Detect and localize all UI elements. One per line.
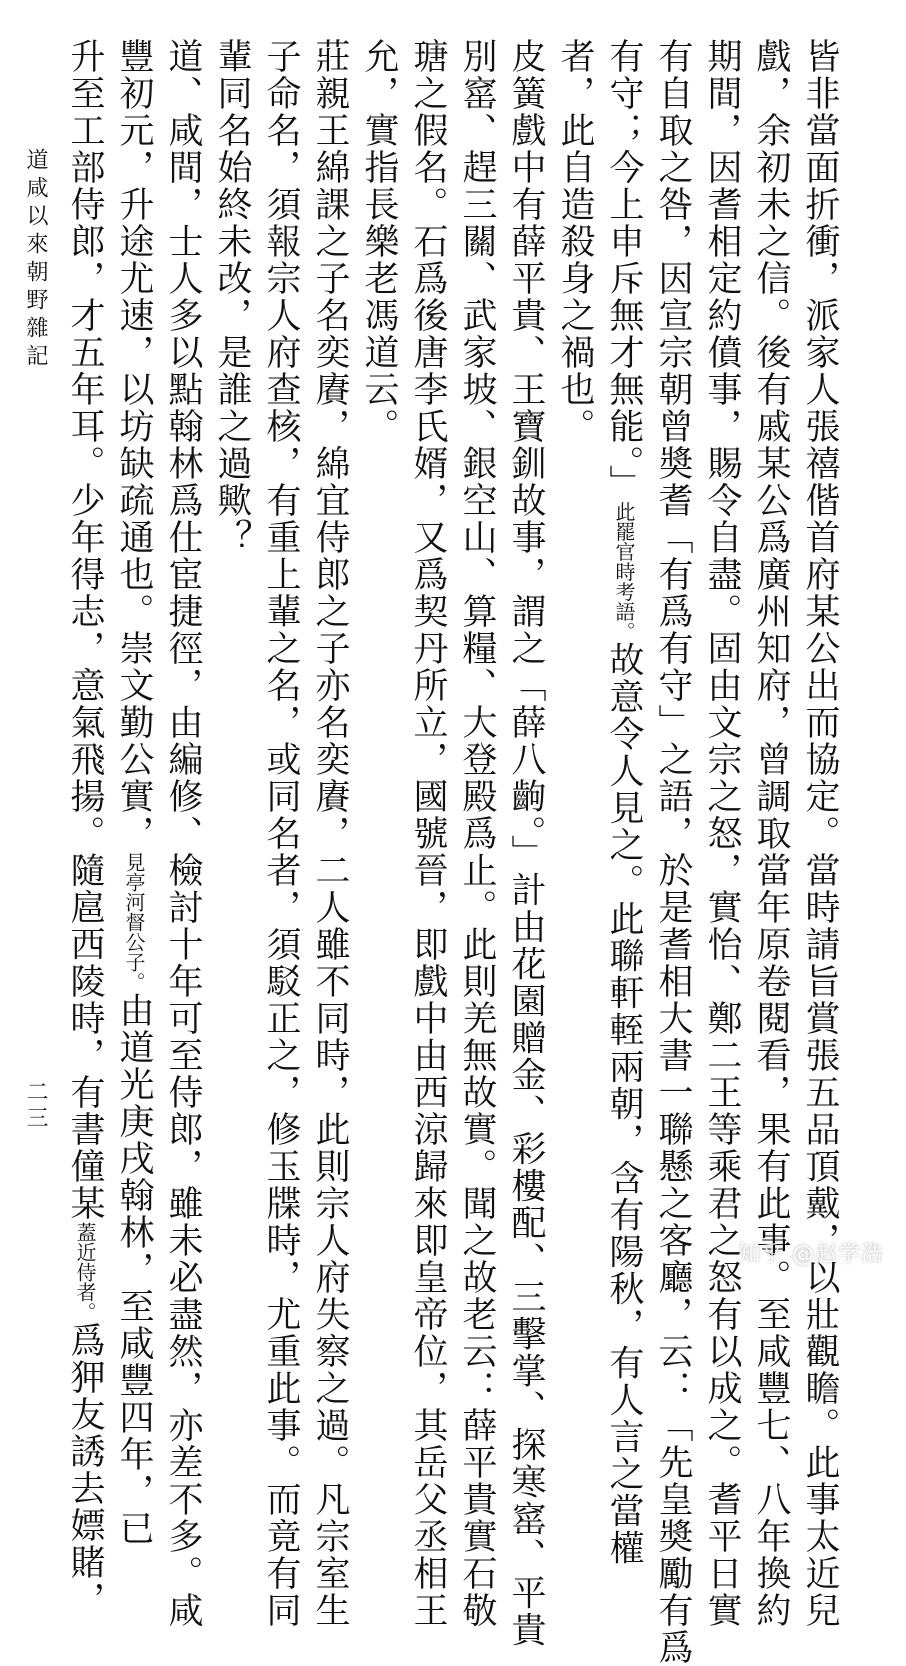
text-segment: 皆非當面折衝，派家人張禧偕首府某公出而協定。當時請旨賞張五品頂戴，以壯觀瞻。此事太近兒	[800, 38, 840, 1629]
running-title: 道咸以來朝野雜記	[23, 148, 48, 372]
text-column	[355, 38, 403, 1254]
text-column	[159, 38, 207, 1629]
text-segment: 故意令人見之。此聯軒輊兩朝，含有陽秋，有人言之當權	[604, 641, 644, 1567]
text-segment: 有自取之咎，因宣宗朝曾奬耆「有爲有守」之語，於是耆相大書一聯懸之客廳，云：「先皇奬勵有爲	[653, 38, 693, 1666]
text-column	[306, 38, 354, 1629]
text-column	[649, 38, 697, 1666]
text-column	[551, 38, 599, 1254]
text-segment: 輩同名始終未改，是誰之過歟？	[212, 38, 252, 556]
text-column	[747, 38, 795, 1629]
text-segment: 戲，余初未之信。後有戚某公爲廣州知府，曾調取當年原卷閱看，果有此事。至咸豐七、八年換約	[751, 38, 791, 1629]
text-segment: 有守；今上申斥無才無能。」	[604, 38, 644, 502]
text-segment: 由道光庚戌翰林，至咸豐四年，已	[114, 992, 154, 1547]
text-column	[453, 38, 501, 1629]
text-segment: 道、咸間，士人多以點翰林爲仕宦捷徑，由編修、檢討十年可至侍郎，雖未必盡然，亦差不多。咸	[163, 38, 203, 1629]
text-column	[208, 38, 256, 1254]
text-segment: 別窰、趕三關、武家坡、銀空山、算糧、大登殿爲止。此則羌無故實。聞之故老云：薛平貴實石敬	[457, 38, 497, 1629]
text-segment: 升至工部侍郎，才五年耳。少年得志，意氣飛揚。隨扈西陵時，有書僮某	[65, 38, 105, 1222]
text-segment: 子命名，須報宗人府查核，有重上輩之名，或同名者，須駁正之，修玉牒時，尤重此事。而竟有同	[261, 38, 301, 1629]
text-column	[110, 38, 158, 1547]
text-column	[404, 38, 452, 1629]
text-segment: 瑭之假名。石爲後唐李氏婿，又爲契丹所立，國號晉，即戲中由西涼歸來即皇帝位，其岳父丞相王	[408, 38, 448, 1629]
text-segment: 莊親王綿課之子名奕賡，綿宜侍郎之子亦名奕賡，二人雖不同時，此則宗人府失察之過。凡宗室生	[310, 38, 350, 1629]
text-segment: 期間，因耆相定約僨事，賜令自盡。固由文宗之怒，實怡、鄭二王等乘君之怒有以成之。耆平日實	[702, 38, 742, 1629]
page-number: 二三	[23, 1080, 48, 1132]
text-segment: 皮簧戲中有薛平貴、王寶釧故事，謂之「薛八齣。」計由花園贈金、彩樓配、三擊掌、探寒窰、平貴	[506, 38, 546, 1649]
interlinear-note: 見亭河督公子。	[122, 852, 146, 992]
interlinear-note: 蓋近侍者。	[73, 1222, 97, 1322]
text-column	[61, 38, 109, 1618]
text-segment: 者，此自造殺身之禍也。	[555, 38, 595, 445]
watermark: 知乎 @赵学浩	[738, 1242, 884, 1267]
text-column	[698, 38, 746, 1629]
interlinear-note: 此罷官時考語。	[612, 501, 636, 642]
text-segment: 允，實指長樂老馮道云。	[359, 38, 399, 445]
text-column	[796, 38, 844, 1629]
text-segment: 爲狎友誘去嫖賭，	[65, 1322, 105, 1618]
text-segment: 豐初元，升途尤速，以坊缺疏通也。崇文勤公實，	[114, 38, 154, 852]
text-column	[257, 38, 305, 1629]
text-column	[600, 38, 648, 1567]
text-column	[502, 38, 550, 1649]
